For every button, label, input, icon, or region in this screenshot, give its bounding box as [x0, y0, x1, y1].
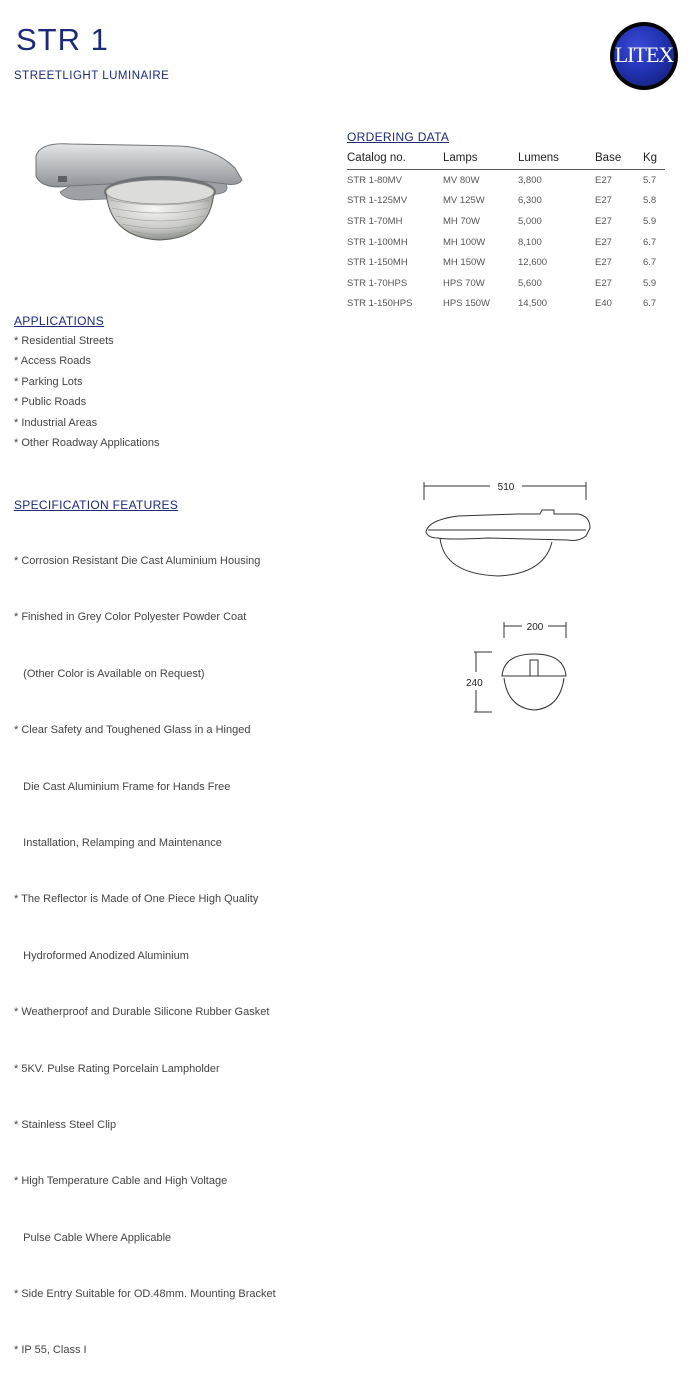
list-item: * Side Entry Suitable for OD.48mm. Mounting Bracket [14, 1288, 276, 1301]
cell-catalog: STR 1-80MV [347, 174, 402, 186]
cell-catalog: STR 1-70MH [347, 215, 403, 227]
list-item: Installation, Relamping and Maintenance [14, 836, 222, 849]
list-item: Hydroformed Anodized Aluminium [14, 949, 189, 962]
cell-lumens: 12,600 [518, 257, 548, 269]
list-item: * Stainless Steel Clip [14, 1118, 117, 1131]
cell-lamp: MH 70W [443, 215, 480, 227]
cell-lamp: MH 100W [443, 236, 486, 248]
ordering-table [347, 150, 667, 314]
ordering-data-heading: ORDERING DATA [347, 130, 450, 144]
cell-lumens: 6,300 [518, 195, 542, 207]
width-dimension-label: 200 [526, 622, 544, 633]
list-item: * Clear Safety and Toughened Glass in a Hinged [14, 724, 251, 737]
list-item: Die Cast Aluminium Frame for Hands Free [14, 780, 231, 793]
cell-kg: 6.7 [643, 298, 657, 310]
cell-kg: 5.9 [643, 215, 657, 227]
cell-base: E27 [595, 195, 612, 207]
table-row [347, 294, 665, 315]
cell-base: E27 [595, 236, 612, 248]
cell-catalog: STR 1-70HPS [347, 277, 408, 289]
cell-kg: 5.9 [643, 277, 657, 289]
list-item: * Finished in Grey Color Polyester Powder Coat [14, 611, 247, 624]
height-dimension-label: 240 [466, 678, 483, 689]
list-item: * IP 55, Class I [14, 1344, 87, 1357]
list-item: (Other Color is Available on Request) [14, 667, 205, 680]
cell-kg: 6.7 [643, 257, 657, 269]
applications-heading: APPLICATIONS [14, 314, 105, 328]
table-row [347, 191, 665, 212]
front-view-drawing [462, 618, 582, 718]
table-row [347, 252, 665, 273]
cell-catalog: STR 1-150MH [347, 257, 408, 269]
side-view-drawing [418, 478, 598, 588]
table-row [347, 273, 665, 294]
cell-lamp: HPS 70W [443, 277, 485, 289]
cell-lamp: MH 150W [443, 257, 486, 269]
list-item: * 5KV. Pulse Rating Porcelain Lampholder [14, 1062, 220, 1075]
luminaire-photo [30, 128, 250, 246]
cell-base: E27 [595, 277, 612, 289]
list-item: * Weatherproof and Durable Silicone Rubber Gasket [14, 1006, 270, 1019]
table-row [347, 211, 665, 232]
cell-lamp: MV 125W [443, 195, 485, 207]
table-row [347, 232, 665, 253]
product-subtitle: STREETLIGHT LUMINAIRE [14, 70, 170, 82]
column-header-catalog: Catalog no. [347, 150, 443, 170]
cell-base: E40 [595, 298, 612, 310]
logo-text: LITEX [614, 42, 674, 67]
cell-catalog: STR 1-125MV [347, 195, 408, 207]
cell-kg: 5.7 [643, 174, 657, 186]
specification-heading: SPECIFICATION FEATURES [14, 498, 179, 512]
cell-lumens: 5,000 [518, 215, 542, 227]
list-item: * Corrosion Resistant Die Cast Aluminium Housing [14, 555, 261, 567]
list-item: Pulse Cable Where Applicable [14, 1231, 172, 1244]
length-dimension-label: 510 [497, 482, 515, 493]
cell-base: E27 [595, 174, 612, 186]
column-header-base: Base [595, 150, 643, 170]
cell-base: E27 [595, 215, 612, 227]
list-item: * High Temperature Cable and High Voltage [14, 1175, 228, 1188]
cell-lumens: 14,500 [518, 298, 548, 310]
list-item: * Public Roads [14, 396, 87, 409]
column-header-kg: Kg [643, 150, 665, 170]
cell-lumens: 8,100 [518, 236, 542, 248]
list-item: * Other Roadway Applications [14, 436, 160, 449]
list-item: * Residential Streets [14, 335, 114, 347]
cell-catalog: STR 1-150HPS [347, 298, 413, 310]
cell-lamp: HPS 150W [443, 298, 490, 310]
list-item: * Access Roads [14, 355, 92, 368]
cell-lumens: 3,800 [518, 174, 542, 186]
applications-list [14, 335, 160, 457]
cell-kg: 5.8 [643, 195, 657, 207]
table-row [347, 170, 665, 191]
cell-catalog: STR 1-100MH [347, 236, 408, 248]
table-header-row [347, 150, 665, 170]
list-item: * The Reflector is Made of One Piece High Quality [14, 893, 259, 906]
list-item: * Parking Lots [14, 375, 83, 388]
list-item: * Industrial Areas [14, 416, 98, 429]
cell-lamp: MV 80W [443, 174, 480, 186]
product-title: STR 1 [16, 22, 109, 57]
cell-kg: 6.7 [643, 236, 657, 248]
cell-base: E27 [595, 257, 612, 269]
column-header-lamps: Lamps [443, 150, 518, 170]
specification-list [14, 519, 276, 1383]
column-header-lumens: Lumens [518, 150, 595, 170]
cell-lumens: 5,600 [518, 277, 542, 289]
litex-logo [610, 22, 678, 90]
